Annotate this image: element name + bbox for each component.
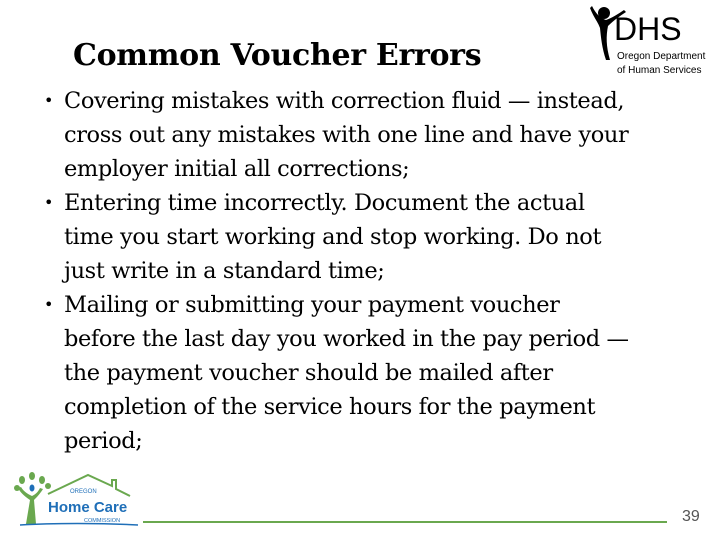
dhs-abbr: DHS	[614, 11, 682, 47]
bullet-dot: •	[44, 193, 54, 212]
tree-icon	[14, 472, 51, 524]
bullet-line: Entering time incorrectly. Document the actual	[64, 190, 585, 216]
bullet-line: just write in a standard time;	[64, 258, 385, 284]
bullet-line: Covering mistakes with correction fluid — instead,	[64, 88, 625, 114]
bullet-item	[44, 186, 704, 288]
bullet-line: the payment voucher should be mailed after	[64, 360, 553, 386]
bullet-line: Mailing or submitting your payment voucher	[64, 292, 560, 318]
dhs-logo	[584, 4, 716, 78]
bullet-list	[44, 84, 704, 458]
hcc-top: OREGON	[70, 489, 97, 495]
bullet-dot: •	[44, 295, 54, 314]
bullet-line: time you start working and stop working. Do not	[64, 224, 602, 250]
bullet-line: before the last day you worked in the pay period —	[64, 326, 629, 352]
home-care-commission-logo	[12, 472, 142, 526]
slide-title: Common Voucher Errors	[73, 38, 482, 73]
bullet-line: completion of the service hours for the payment	[64, 394, 596, 420]
bullet-item	[44, 84, 704, 186]
hcc-main: Home Care	[48, 499, 128, 516]
dhs-line1: Oregon Department	[617, 51, 706, 62]
bullet-line: employer initial all corrections;	[64, 156, 410, 182]
bullet-line: cross out any mistakes with one line and have your	[64, 122, 629, 148]
bullet-line: period;	[64, 428, 143, 454]
dhs-line2: of Human Services	[617, 65, 702, 76]
page-number: 39	[682, 508, 700, 525]
footer-rule	[143, 521, 667, 523]
bullet-dot: •	[44, 91, 54, 110]
hcc-bottom: COMMISSION	[84, 518, 121, 524]
bullet-item	[44, 288, 704, 458]
